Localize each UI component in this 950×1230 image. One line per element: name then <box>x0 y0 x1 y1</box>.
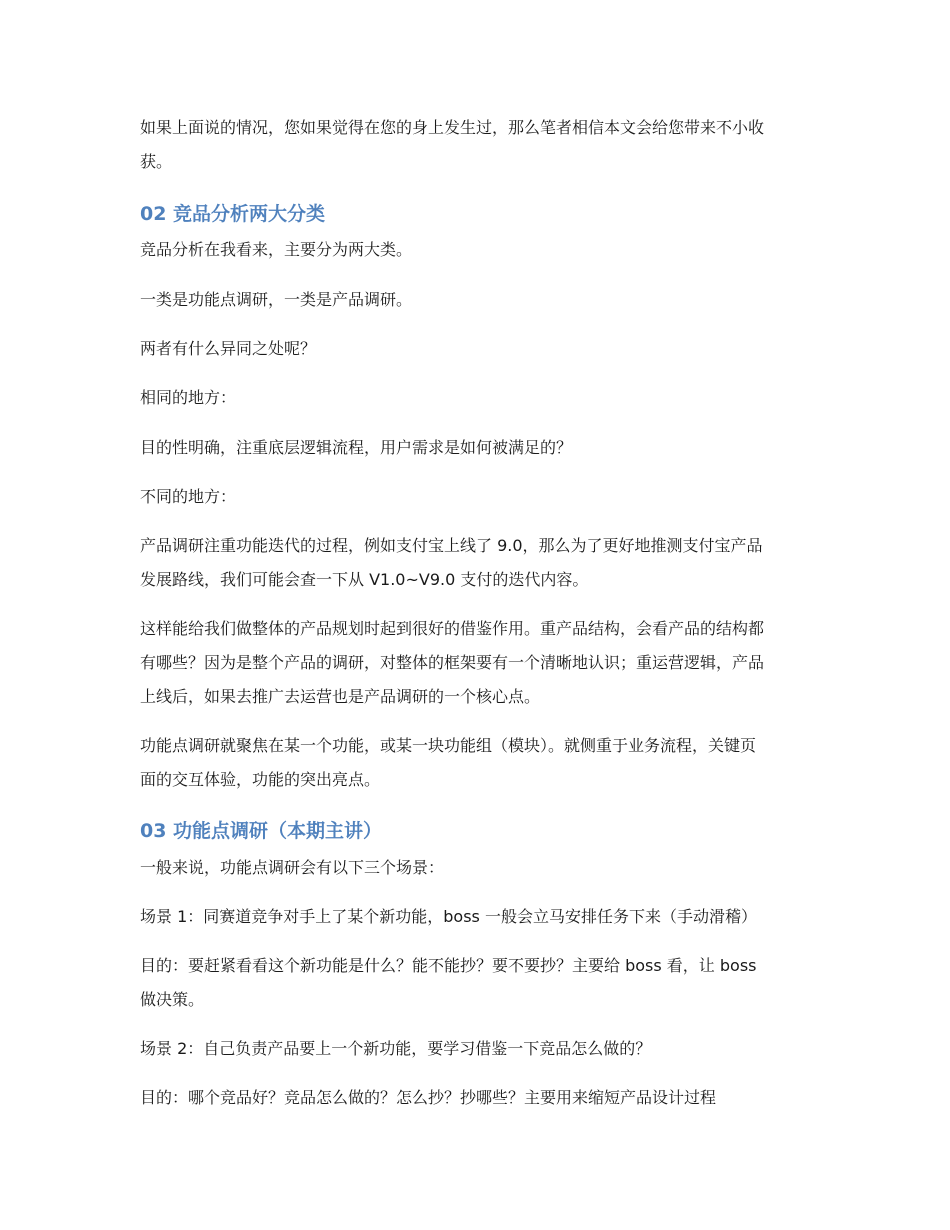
paragraph-line: 竞品分析在我看来，主要分为两大类。 <box>140 240 413 259</box>
paragraph-line: 场景 2：自己负责产品要上一个新功能，要学习借鉴一下竞品怎么做的？ <box>140 1039 652 1058</box>
paragraph-line: 产品调研注重功能迭代的过程，例如支付宝上线了 9.0，那么为了更好地推测支付宝产品 <box>140 536 763 555</box>
paragraph-line: 功能点调研就聚焦在某一个功能，或某一块功能组（模块）。就侧重于业务流程，关键页 <box>140 736 757 755</box>
paragraph-line: 如果上面说的情况，您如果觉得在您的身上发生过，那么笔者相信本文会给您带来不小收 <box>140 118 765 137</box>
section-heading-03: 03 功能点调研（本期主讲） <box>140 820 383 842</box>
paragraph-line: 获。 <box>140 152 173 171</box>
paragraph-line: 一类是功能点调研，一类是产品调研。 <box>140 290 413 309</box>
paragraph-line: 有哪些？因为是整个产品的调研，对整体的框架要有一个清晰地认识；重运营逻辑，产品 <box>140 653 765 672</box>
paragraph-line: 两者有什么异同之处呢？ <box>140 339 317 358</box>
paragraph-line: 目的：要赶紧看看这个新功能是什么？能不能抄？要不要抄？主要给 boss 看，让 boss <box>140 956 757 975</box>
paragraph-line: 不同的地方： <box>140 487 237 506</box>
paragraph-line: 做决策。 <box>140 990 205 1009</box>
paragraph-line: 一般来说，功能点调研会有以下三个场景： <box>140 858 445 877</box>
paragraph-line: 这样能给我们做整体的产品规划时起到很好的借鉴作用。重产品结构，会看产品的结构都 <box>140 619 765 638</box>
paragraph-line: 上线后，如果去推广去运营也是产品调研的一个核心点。 <box>140 687 541 706</box>
paragraph-line: 相同的地方： <box>140 388 237 407</box>
paragraph-line: 目的：哪个竞品好？竞品怎么做的？怎么抄？抄哪些？主要用来缩短产品设计过程 <box>140 1088 717 1107</box>
paragraph-line: 目的性明确，注重底层逻辑流程，用户需求是如何被满足的？ <box>140 438 573 457</box>
paragraph-line: 面的交互体验，功能的突出亮点。 <box>140 770 381 789</box>
paragraph-line: 场景 1：同赛道竞争对手上了某个新功能，boss 一般会立马安排任务下来（手动滑稽） <box>140 907 757 926</box>
paragraph-line: 发展路线，我们可能会查一下从 V1.0~V9.0 支付的迭代内容。 <box>140 570 589 589</box>
section-heading-02: 02 竞品分析两大分类 <box>140 203 326 225</box>
